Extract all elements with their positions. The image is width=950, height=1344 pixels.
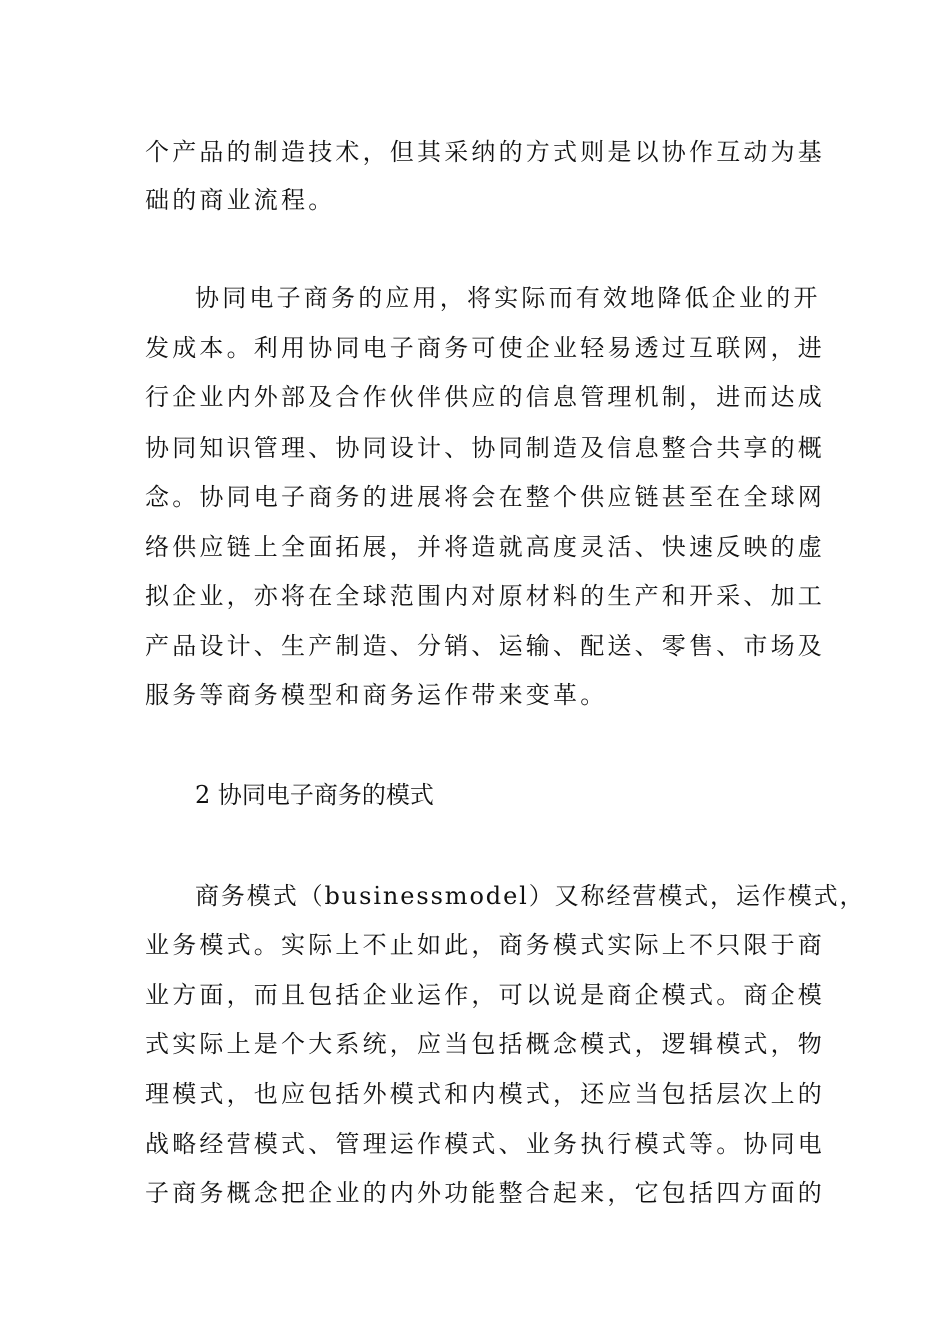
paragraph-application-line-3: 行企业内外部及合作伙伴供应的信息管理机制，进而达成	[145, 383, 825, 411]
paragraph-application-line-7: 拟企业，亦将在全球范围内对原材料的生产和开采、加工	[145, 582, 825, 610]
paragraph-application-line-2: 发成本。利用协同电子商务可使企业轻易透过互联网，进	[145, 334, 825, 362]
paragraph-application-line-1: 协同电子商务的应用，将实际而有效地降低企业的开	[195, 284, 821, 312]
section-heading: 2 协同电子商务的模式	[195, 781, 434, 809]
paragraph-application-line-6: 络供应链上全面拓展，并将造就高度灵活、快速反映的虚	[145, 533, 825, 561]
paragraph-business-model-line-3: 业方面，而且包括企业运作，可以说是商企模式。商企模	[145, 981, 825, 1009]
paragraph-business-model-line-6: 战略经营模式、管理运作模式、业务执行模式等。协同电	[145, 1130, 825, 1158]
paragraph-application-line-5: 念。协同电子商务的进展将会在整个供应链甚至在全球网	[145, 483, 825, 511]
paragraph-business-model-line-7: 子商务概念把企业的内外功能整合起来，它包括四方面的	[145, 1179, 825, 1207]
paragraph-business-model-line-1: 商务模式（businessmodel）又称经营模式，运作模式，	[195, 882, 866, 910]
paragraph-continuation-line-2: 础的商业流程。	[145, 186, 336, 214]
paragraph-application-line-4: 协同知识管理、协同设计、协同制造及信息整合共享的概	[145, 434, 825, 462]
paragraph-application-line-8: 产品设计、生产制造、分销、运输、配送、零售、市场及	[145, 632, 825, 660]
paragraph-business-model-line-2: 业务模式。实际上不止如此，商务模式实际上不只限于商	[145, 931, 825, 959]
paragraph-continuation-line-1: 个产品的制造技术，但其采纳的方式则是以协作互动为基	[145, 138, 825, 166]
paragraph-business-model-line-4: 式实际上是个大系统，应当包括概念模式，逻辑模式，物	[145, 1030, 825, 1058]
paragraph-business-model-line-5: 理模式，也应包括外模式和内模式，还应当包括层次上的	[145, 1080, 825, 1108]
paragraph-application-line-9: 服务等商务模型和商务运作带来变革。	[145, 681, 608, 709]
